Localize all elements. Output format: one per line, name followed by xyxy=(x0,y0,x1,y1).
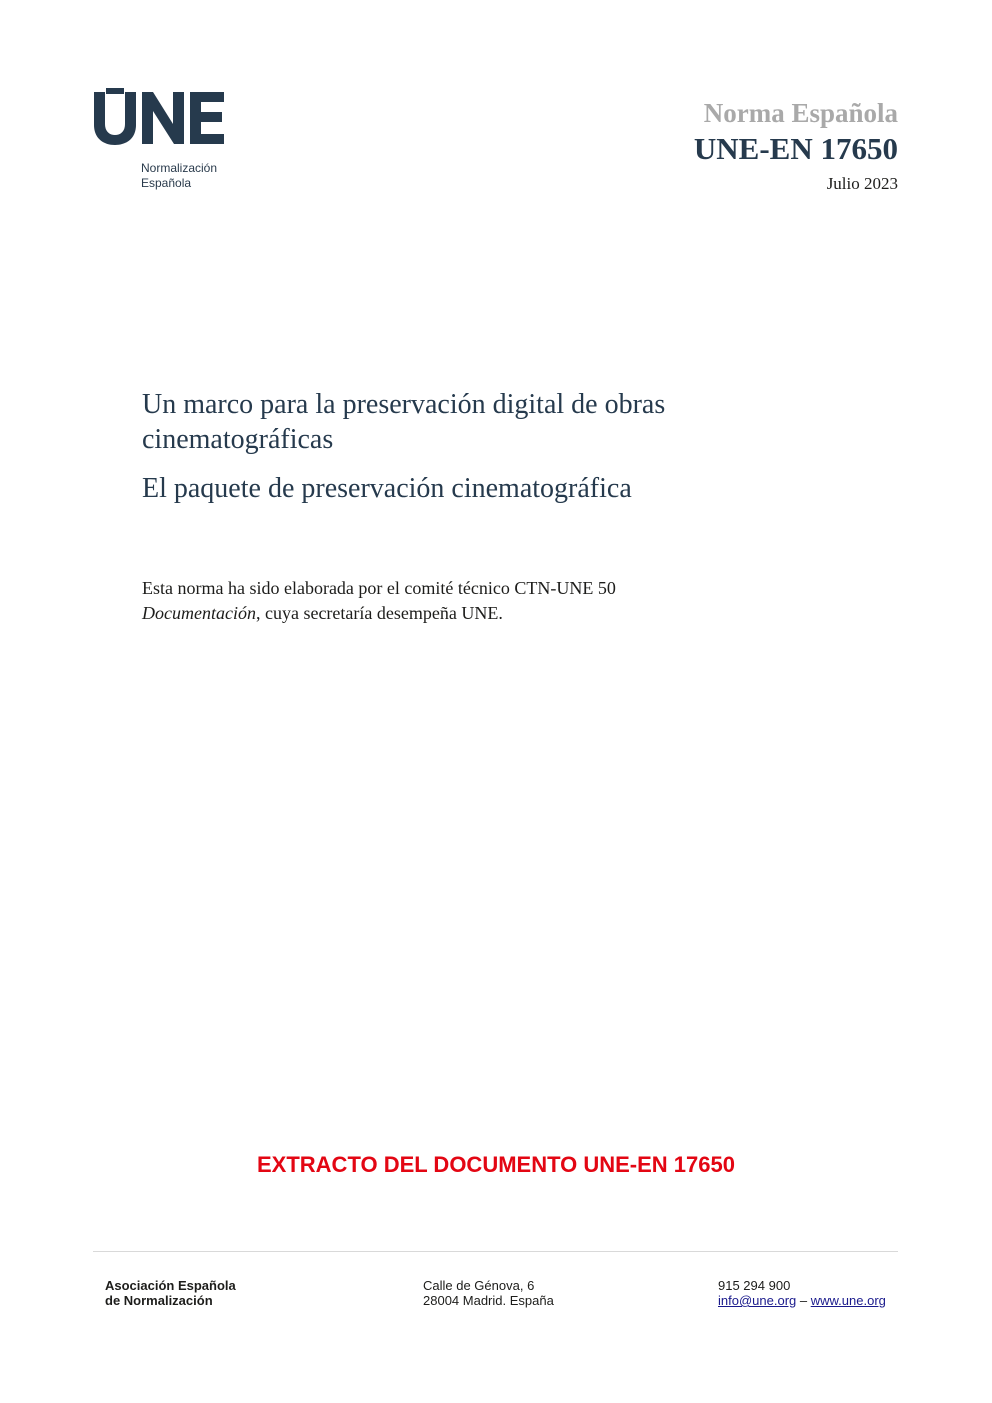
standard-label: Norma Española xyxy=(703,98,898,128)
document-title-block xyxy=(142,387,842,506)
footer-phone: 915 294 900 xyxy=(718,1278,791,1293)
document-subtitle: El paquete de preservación cinematográfica xyxy=(142,473,632,504)
logo-subtitle-line2: Española xyxy=(141,176,192,190)
publication-date: Julio 2023 xyxy=(826,174,898,193)
document-header xyxy=(694,96,898,194)
logo-subtitle xyxy=(141,161,217,191)
email-link[interactable]: info@une.org xyxy=(718,1293,797,1308)
committee-text-before: Esta norma ha sido elaborada por el comité técnico CTN-UNE 50 xyxy=(142,578,616,598)
extract-notice: EXTRACTO DEL DOCUMENTO UNE-EN 17650 xyxy=(257,1152,735,1177)
footer-address xyxy=(423,1278,554,1308)
footer-contact xyxy=(718,1278,886,1308)
website-link[interactable]: www.une.org xyxy=(810,1293,886,1308)
footer-address-line2: 28004 Madrid. España xyxy=(423,1293,554,1308)
committee-statement xyxy=(142,576,662,626)
footer-organization xyxy=(105,1278,236,1308)
logo-subtitle-line1: Normalización xyxy=(141,161,218,175)
standard-code: UNE-EN 17650 xyxy=(693,131,898,166)
footer-org-line2: de Normalización xyxy=(105,1293,213,1308)
document-title: Un marco para la preservación digital de obras cinematográficas xyxy=(142,389,666,455)
committee-text-after: , cuya secretaría desempeña UNE. xyxy=(255,603,503,623)
committee-name: Documentación xyxy=(142,603,256,623)
footer-address-line1: Calle de Génova, 6 xyxy=(423,1278,535,1293)
une-logo-mark xyxy=(92,88,228,146)
footer-link-separator: – xyxy=(799,1293,808,1308)
footer-links xyxy=(718,1293,886,1308)
une-logo xyxy=(92,88,252,190)
footer-divider xyxy=(93,1251,898,1252)
footer-org-line1: Asociación Española xyxy=(105,1278,236,1293)
